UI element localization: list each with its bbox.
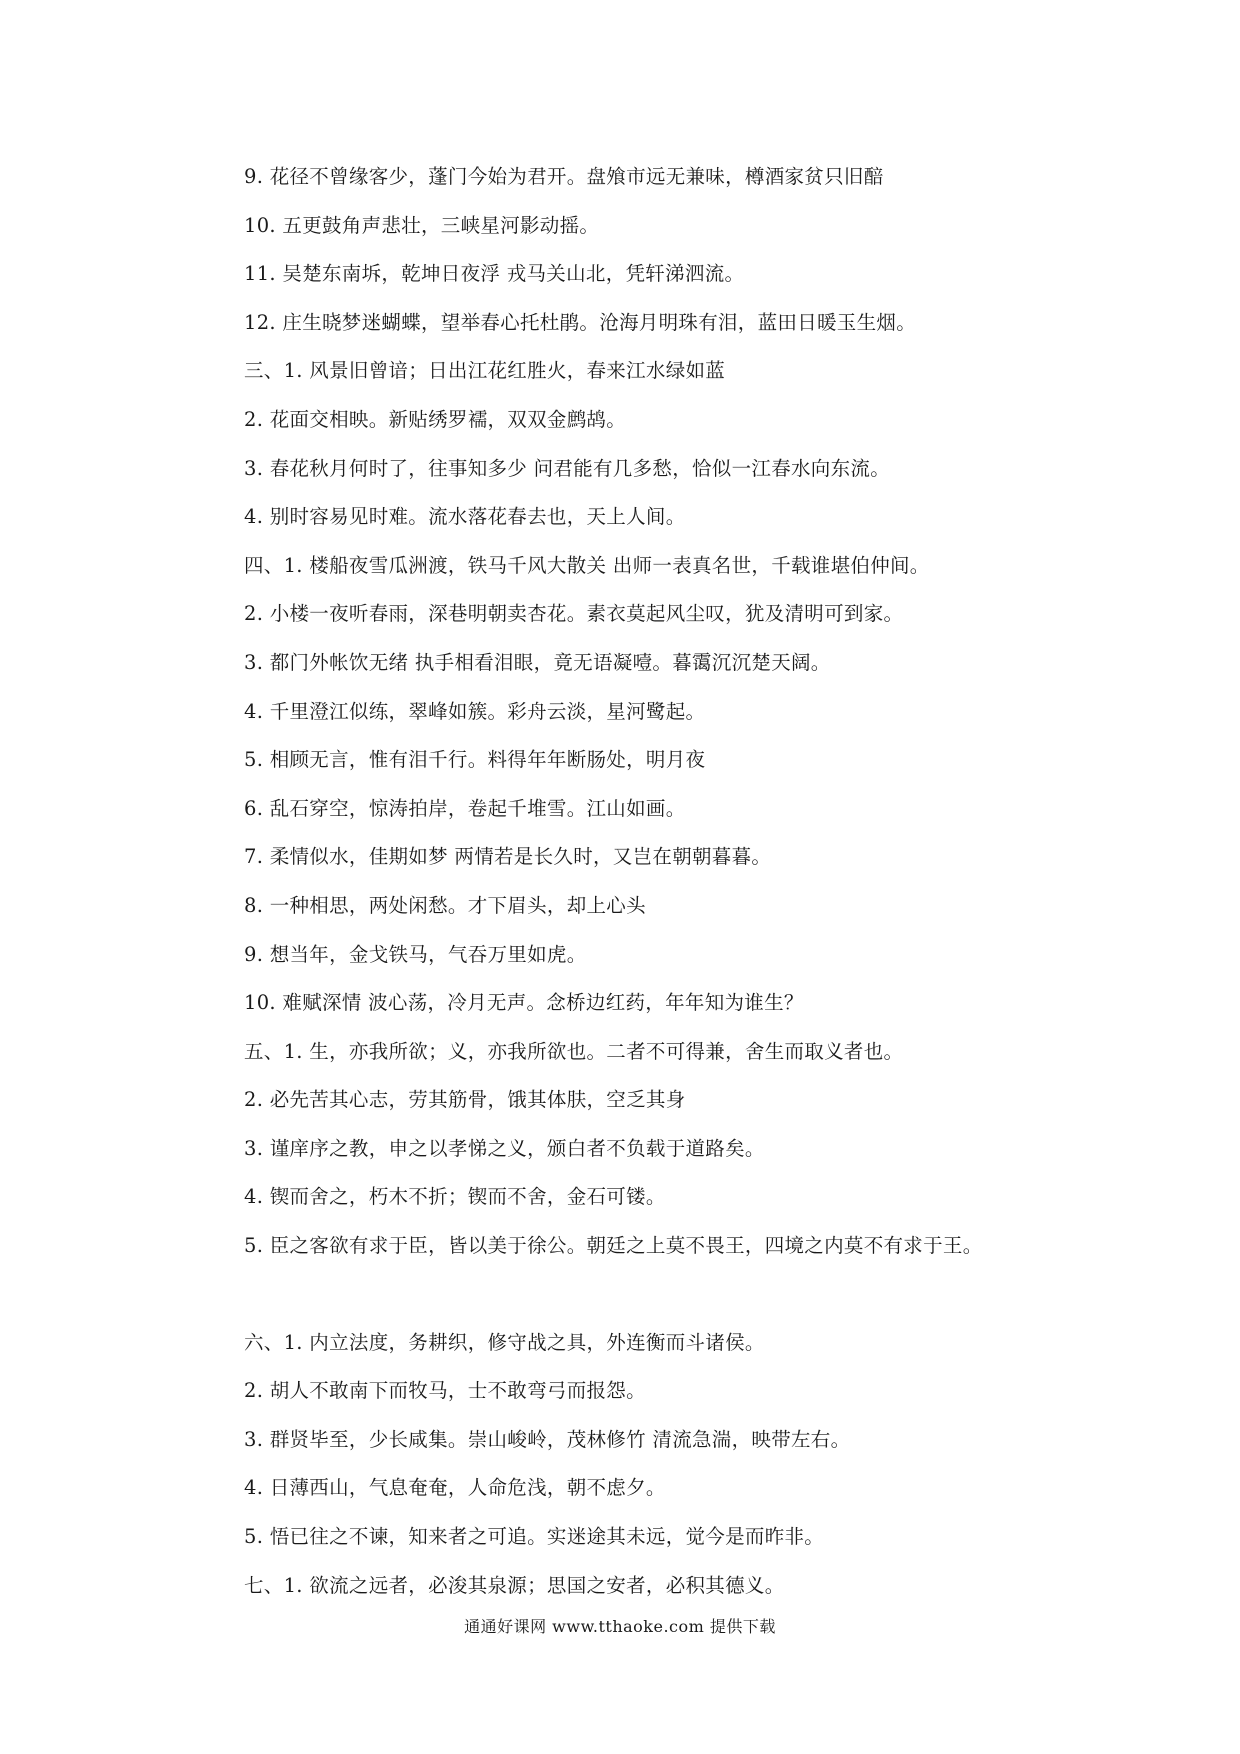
answer-line: 4. 锲而舍之，朽木不折；锲而不舍，金石可镂。: [244, 1185, 666, 1209]
answer-list: [244, 157, 1204, 1614]
answer-line: 2. 小楼一夜听春雨，深巷明朝卖杏花。素衣莫起风尘叹，犹及清明可到家。: [244, 602, 904, 626]
answer-line: 5. 臣之客欲有求于臣，皆以美于徐公。朝廷之上莫不畏王，四境之内莫不有求于王。: [244, 1234, 983, 1258]
answer-line: 4. 别时容易见时难。流水落花春去也，天上人间。: [244, 505, 686, 529]
answer-line: 3. 春花秋月何时了，往事知多少 问君能有几多愁，恰似一江春水向东流。: [244, 456, 891, 480]
answer-line: 3. 群贤毕至，少长咸集。崇山峻岭，茂林修竹 清流急湍，映带左右。: [244, 1427, 851, 1451]
answer-line: 2. 胡人不敢南下而牧马，士不敢弯弓而报怨。: [244, 1379, 646, 1403]
answer-line: 10. 难赋深情 波心荡，冷月无声。念桥边红药，年年知为谁生？: [244, 991, 804, 1015]
answer-line: 5. 相顾无言，惟有泪千行。料得年年断肠处，明月夜: [244, 748, 706, 772]
answer-line: 9. 花径不曾缘客少，蓬门今始为君开。盘飧市远无兼味，樽酒家贫只旧醅: [244, 165, 884, 188]
section-4-line: 四、1. 楼船夜雪瓜洲渡，铁马千风大散关 出师一表真名世，千载谁堪伯仲间。: [244, 553, 930, 577]
answer-line: 3. 谨庠序之教，申之以孝悌之义，颁白者不负载于道路矣。: [244, 1136, 765, 1160]
answer-line: 11. 吴楚东南坼，乾坤日夜浮 戎马关山北，凭轩涕泗流。: [244, 262, 745, 286]
footer-source-text: 通通好课网 www.tthaoke.com 提供下载: [464, 1617, 776, 1636]
answer-line: 4. 日薄西山，气息奄奄，人命危浅，朝不虑夕。: [244, 1476, 666, 1500]
answer-line: 7. 柔情似水，佳期如梦 两情若是长久时，又岂在朝朝暮暮。: [244, 845, 772, 869]
answer-line: 2. 花面交相映。新贴绣罗襦，双双金鹧鸪。: [244, 407, 627, 431]
answer-line: 3. 都门外帐饮无绪 执手相看泪眼，竟无语凝噎。暮霭沉沉楚天阔。: [244, 650, 831, 674]
answer-line: 2. 必先苦其心志，劳其筋骨，饿其体肤，空乏其身: [244, 1088, 686, 1112]
section-5-line: 五、1. 生，亦我所欲；义，亦我所欲也。二者不可得兼，舍生而取义者也。: [244, 1039, 904, 1063]
answer-line: 4. 千里澄江似练，翠峰如簇。彩舟云淡，星河鹭起。: [244, 699, 706, 723]
answer-line: 9. 想当年，金戈铁马，气吞万里如虎。: [244, 942, 587, 966]
answer-line: 8. 一种相思，两处闲愁。才下眉头，却上心头: [244, 893, 646, 917]
answer-line: 10. 五更鼓角声悲壮，三峡星河影动摇。: [244, 213, 600, 237]
section-6-line: 六、1. 内立法度，务耕织，修守战之具，外连衡而斗诸侯。: [244, 1330, 765, 1354]
answer-line: 6. 乱石穿空，惊涛拍岸，卷起千堆雪。江山如画。: [244, 796, 686, 820]
section-7-line: 七、1. 欲流之远者，必浚其泉源；思国之安者，必积其德义。: [244, 1573, 785, 1597]
section-3-line: 三、1. 风景旧曾谙；日出江花红胜火，春来江水绿如蓝: [244, 359, 726, 383]
answer-line: 12. 庄生晓梦迷蝴蝶，望举春心托杜鹃。沧海月明珠有泪，蓝田日暖玉生烟。: [244, 310, 917, 334]
answer-line: 5. 悟已往之不谏，知来者之可追。实迷途其未远，觉今是而昨非。: [244, 1525, 825, 1549]
